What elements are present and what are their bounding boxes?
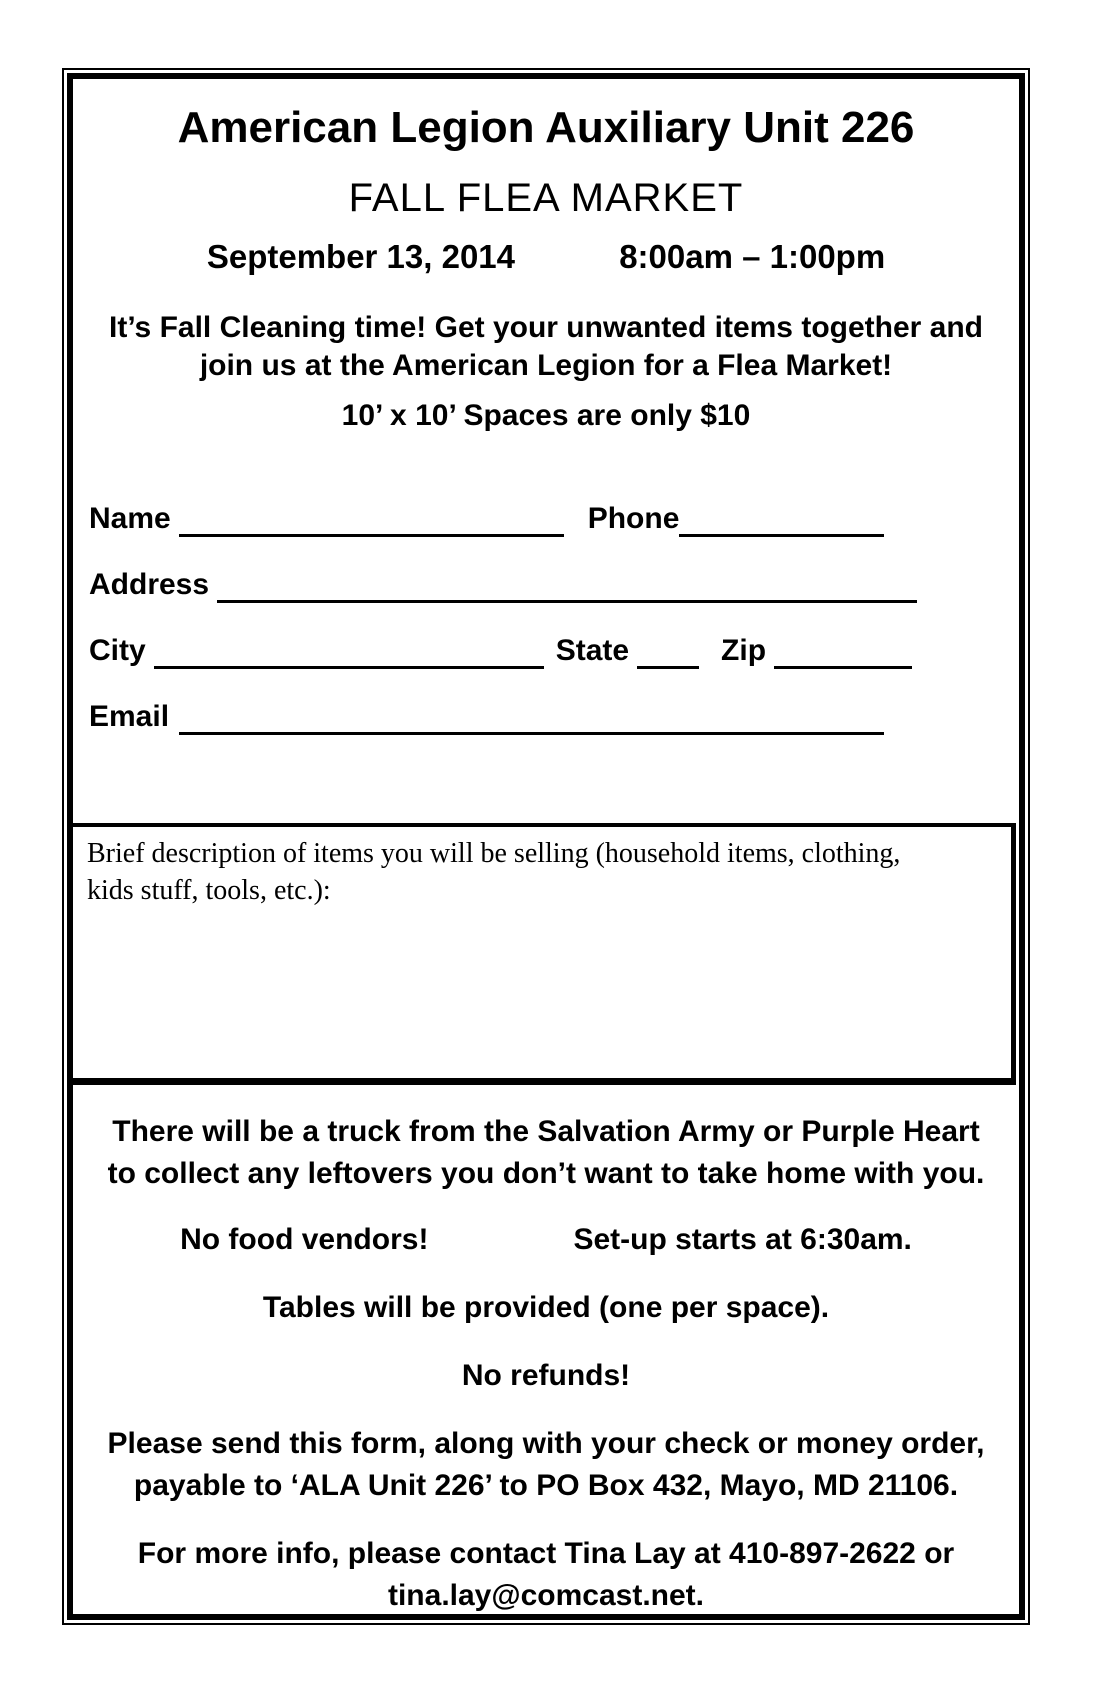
- event-info-section: [73, 1085, 1019, 1614]
- event-time: 8:00am – 1:00pm: [619, 238, 886, 275]
- header-and-form-section: [73, 79, 1019, 823]
- description-prompt-line-2: kids stuff, tools, etc.):: [87, 875, 331, 906]
- event-datetime: [89, 237, 1003, 277]
- event-name: FALL FLEA MARKET: [348, 176, 744, 220]
- zip-label: Zip: [721, 634, 767, 667]
- tables-note: Tables will be provided (one per space).: [262, 1291, 830, 1324]
- flyer-outer-border: [62, 68, 1030, 1625]
- intro-line-2: join us at the American Legion for a Flea Market!: [199, 349, 893, 382]
- intro-paragraph: [89, 309, 1003, 385]
- form-row-address: [89, 563, 1003, 603]
- items-description-section: [73, 823, 1016, 1085]
- form-row-city-state-zip: [89, 629, 1003, 669]
- form-row-name-phone: [89, 497, 1003, 537]
- description-prompt-line-1: Brief description of items you will be selling (household items, clothing,: [87, 838, 901, 869]
- email-label: Email: [89, 700, 170, 733]
- no-refunds-note: No refunds!: [461, 1359, 631, 1392]
- city-label: City: [89, 634, 146, 667]
- zip-field[interactable]: [774, 635, 912, 669]
- contact-info: [89, 1533, 1003, 1614]
- name-field[interactable]: [179, 503, 564, 537]
- city-field[interactable]: [154, 635, 544, 669]
- page-title: American Legion Auxiliary Unit 226: [177, 103, 915, 152]
- state-label: State: [555, 634, 630, 667]
- no-food-vendors-note: No food vendors!: [180, 1223, 429, 1256]
- vendor-setup-row: [89, 1219, 1003, 1261]
- truck-notice-line-2: to collect any leftovers you don’t want to take home with you.: [107, 1157, 985, 1190]
- contact-email: tina.lay@comcast.net.: [387, 1579, 705, 1612]
- address-field[interactable]: [217, 569, 917, 603]
- mailing-instructions-line-2: payable to ‘ALA Unit 226’ to PO Box 432, Mayo, MD 21106.: [133, 1469, 959, 1502]
- description-fill-area[interactable]: [87, 909, 997, 1070]
- truck-notice: [89, 1111, 1003, 1195]
- truck-notice-line-1: There will be a truck from the Salvation Army or Purple Heart: [112, 1115, 980, 1148]
- intro-line-1: It’s Fall Cleaning time! Get your unwanted items together and: [109, 311, 983, 344]
- contact-info-line-1: For more info, please contact Tina Lay at 410-897-2622 or: [137, 1537, 955, 1570]
- name-label: Name: [89, 502, 171, 535]
- setup-time-note: Set-up starts at 6:30am.: [573, 1223, 912, 1256]
- form-row-email: [89, 695, 1003, 735]
- phone-field[interactable]: [679, 503, 884, 537]
- mailing-instructions-line-1: Please send this form, along with your check or money order,: [107, 1427, 985, 1460]
- registration-form: [89, 497, 1003, 735]
- mailing-instructions: [89, 1423, 1003, 1507]
- email-field[interactable]: [179, 701, 884, 735]
- phone-label: Phone: [587, 502, 680, 535]
- address-label: Address: [89, 568, 210, 601]
- description-prompt: [87, 835, 997, 909]
- event-date: September 13, 2014: [206, 238, 516, 275]
- state-field[interactable]: [637, 635, 699, 669]
- pricing-line: 10’ x 10’ Spaces are only $10: [341, 399, 751, 432]
- flyer-inner-border: [67, 73, 1025, 1620]
